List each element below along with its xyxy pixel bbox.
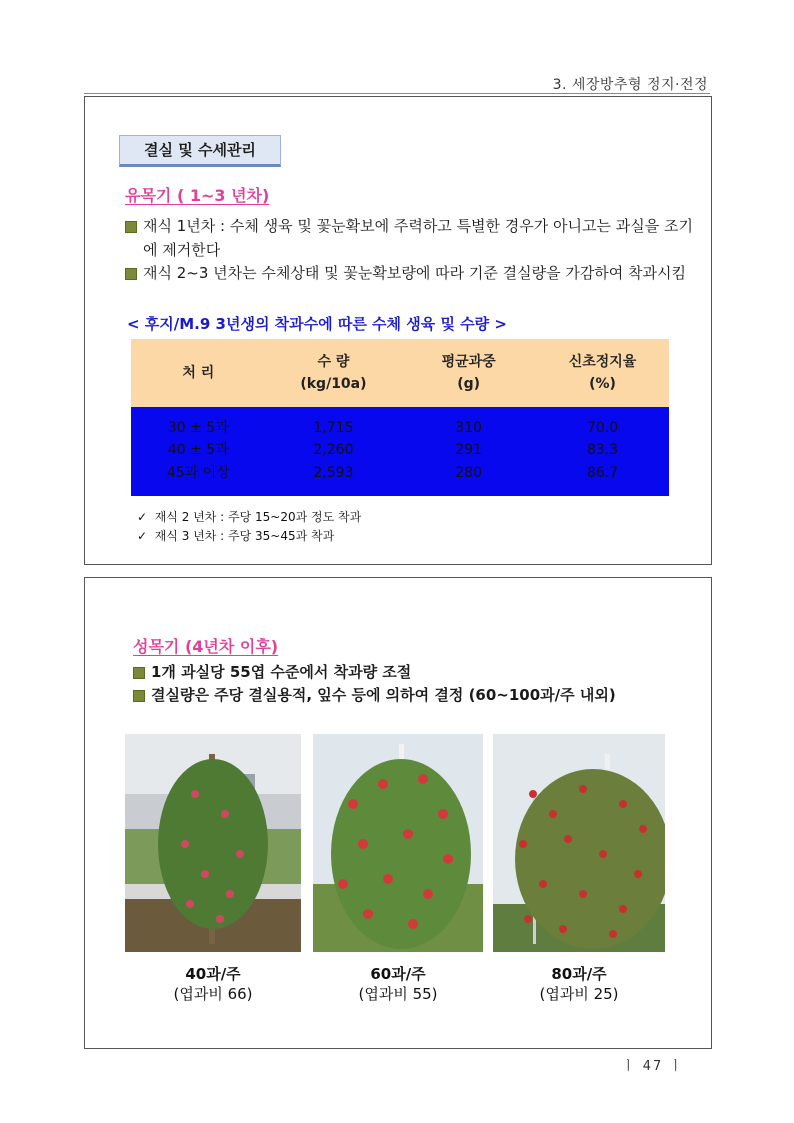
orchard-photo-80 — [493, 734, 665, 952]
table-cell: 280 — [401, 462, 536, 496]
checkmark-icon: ✓ — [137, 510, 148, 524]
bullet-text: 1개 과실당 55엽 수준에서 착과량 조절 — [151, 663, 412, 681]
square-bullet-icon — [133, 690, 145, 702]
note-text: 재식 2 년차 : 주당 15~20과 정도 착과 — [154, 510, 362, 524]
header-rule — [84, 93, 710, 94]
square-bullet-icon — [125, 221, 137, 233]
table-cell: 2,593 — [266, 462, 402, 496]
table-cell: 83.3 — [536, 439, 669, 461]
photo-caption: 80과/주 (엽과비 25) — [539, 965, 619, 1003]
orchard-photo-60 — [313, 734, 483, 952]
heading-mature: 성목기 (4년차 이후) — [133, 637, 279, 656]
bullet-text: 재식 1년차 : 수체 생육 및 꽃눈확보에 주력하고 특별한 경우가 아니고는 과실을 조기에 제거한다 — [143, 217, 693, 259]
table-cell: 291 — [401, 439, 536, 461]
panel-mature-tree — [84, 577, 712, 1049]
yield-table — [131, 339, 669, 496]
table-cell: 2,260 — [266, 439, 402, 461]
column-header: 평균과중 (g) — [401, 339, 536, 407]
heading-young: 유목기 ( 1~3 년차) — [125, 186, 270, 205]
table-caption: < 후지/M.9 3년생의 착과수에 따른 수체 생육 및 수량 > — [127, 315, 507, 333]
photo-caption: 60과/주 (엽과비 55) — [358, 965, 438, 1003]
page-number: ㅣ 47 ㅣ — [622, 1059, 684, 1074]
note-item — [137, 508, 361, 525]
table-cell: 310 — [401, 407, 536, 439]
table-cell: 45과 이상 — [131, 462, 266, 496]
bullet-text: 결실량은 주당 결실용적, 잎수 등에 의하여 결정 (60~100과/주 내외) — [151, 686, 616, 704]
table-row — [131, 407, 669, 439]
column-header: 처 리 — [131, 339, 266, 407]
photo-caption: 40과/주 (엽과비 66) — [173, 965, 253, 1003]
note-text: 재식 3 년차 : 주당 35~45과 착과 — [154, 529, 335, 543]
table-row — [131, 462, 669, 496]
table-row — [131, 439, 669, 461]
note-item — [137, 527, 334, 544]
column-header: 신초정지율 (%) — [536, 339, 669, 407]
table-cell: 86.7 — [536, 462, 669, 496]
bullet-item — [125, 214, 695, 262]
checkmark-icon: ✓ — [137, 529, 148, 543]
square-bullet-icon — [125, 268, 137, 280]
panel-young-tree — [84, 96, 712, 565]
square-bullet-icon — [133, 667, 145, 679]
section-title: 결실 및 수세관리 — [119, 135, 281, 167]
bullet-item — [133, 683, 703, 707]
table-cell: 40 ± 5과 — [131, 439, 266, 461]
bullet-item — [133, 660, 703, 684]
bullet-item — [125, 261, 695, 285]
orchard-photo-40 — [125, 734, 301, 952]
table-cell: 1,715 — [266, 407, 402, 439]
chapter-header: 3. 세장방추형 정지·전정 — [552, 77, 708, 93]
table-cell: 30 ± 5과 — [131, 407, 266, 439]
table-cell: 70.0 — [536, 407, 669, 439]
bullet-text: 재식 2~3 년차는 수체상태 및 꽃눈확보량에 따라 기준 결실량을 가감하여 착과시킴 — [143, 264, 687, 282]
column-header: 수 량 (kg/10a) — [266, 339, 402, 407]
